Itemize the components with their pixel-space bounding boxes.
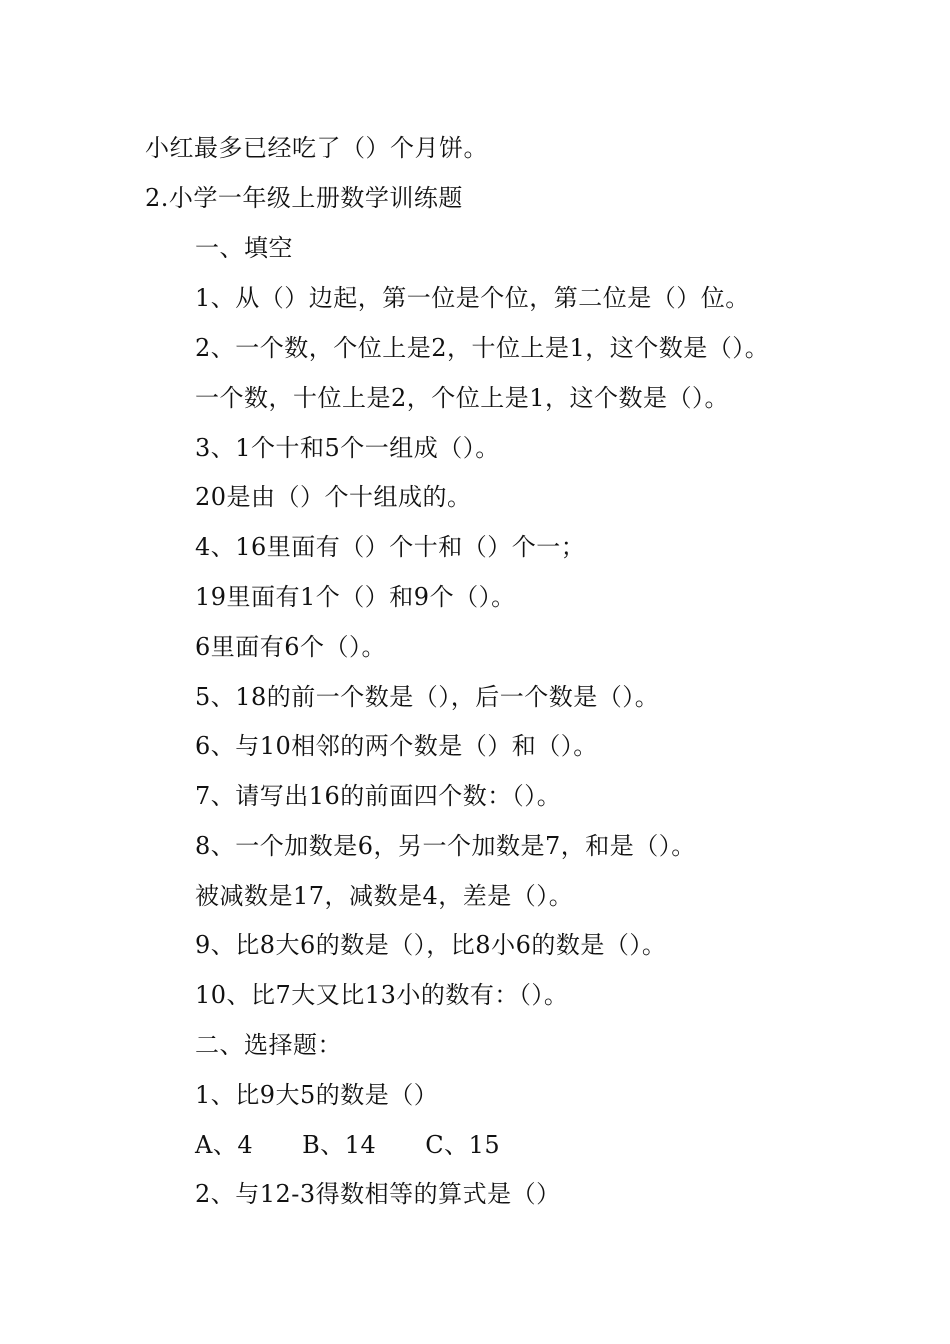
question-4a: 4、16里面有（）个十和（）个一；	[195, 533, 586, 561]
question-3a: 3、1个十和5个一组成（）。	[195, 434, 500, 462]
question-2b: 一个数，十位上是2，个位上是1，这个数是（）。	[195, 384, 730, 412]
question-6: 6、与10相邻的两个数是（）和（）。	[195, 732, 598, 760]
question-7: 7、请写出16的前面四个数：（）。	[195, 782, 562, 810]
section-title: 2.小学一年级上册数学训练题	[145, 184, 463, 212]
question-3b: 20是由（）个十组成的。	[195, 483, 472, 511]
choice-question-1-options: A、4 B、14 C、15	[195, 1131, 501, 1159]
question-8a: 8、一个加数是6，另一个加数是7，和是（）。	[195, 832, 696, 860]
question-2a: 2、一个数，个位上是2，十位上是1，这个数是（）。	[195, 334, 770, 362]
text-line-continuation: 小红最多已经吃了（）个月饼。	[145, 134, 488, 162]
question-8b: 被减数是17，减数是4，差是（）。	[195, 882, 574, 910]
choice-question-2: 2、与12-3得数相等的算式是（）	[195, 1180, 561, 1208]
question-5: 5、18的前一个数是（），后一个数是（）。	[195, 683, 660, 711]
subsection-heading-multiple-choice: 二、选择题：	[195, 1031, 342, 1059]
question-9: 9、比8大6的数是（），比8小6的数是（）。	[195, 931, 667, 959]
choice-question-1: 1、比9大5的数是（）	[195, 1081, 439, 1109]
question-4c: 6里面有6个（）。	[195, 633, 387, 661]
subsection-heading-fill-blank: 一、填空	[195, 234, 293, 262]
question-1: 1、从（）边起，第一位是个位，第二位是（）位。	[195, 284, 750, 312]
question-10: 10、比7大又比13小的数有：（）。	[195, 981, 569, 1009]
question-4b: 19里面有1个（）和9个（）。	[195, 583, 516, 611]
